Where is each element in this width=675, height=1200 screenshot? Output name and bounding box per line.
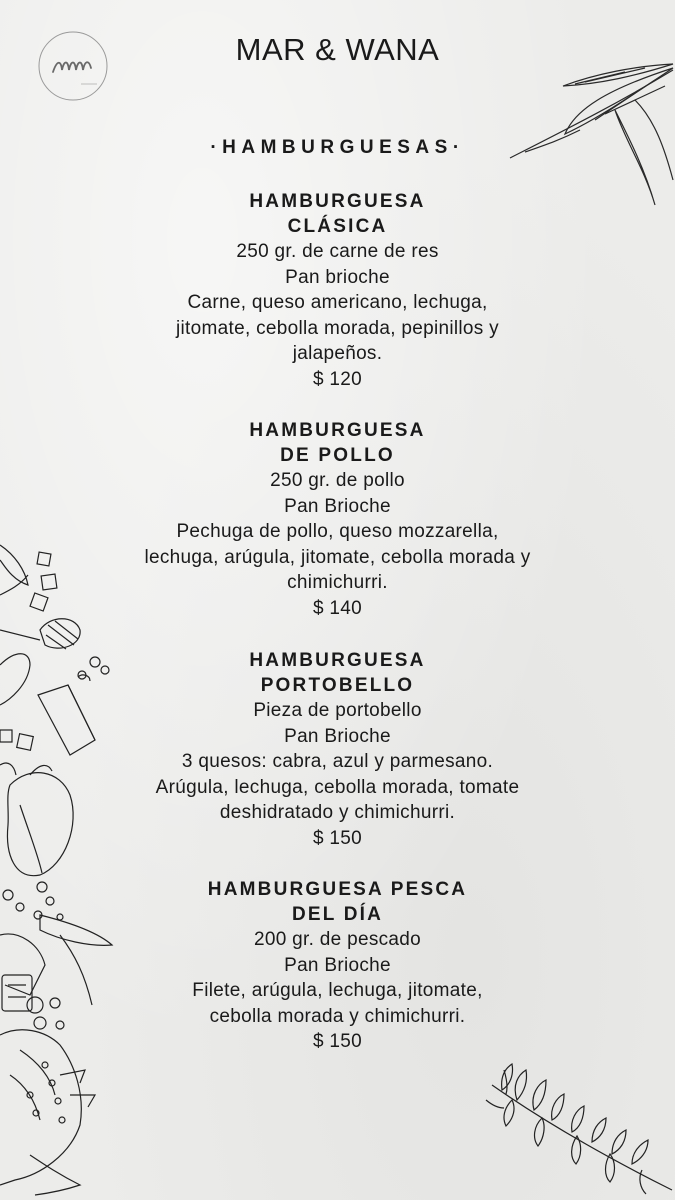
- item-price: $ 120: [312, 368, 363, 390]
- item-name-line: HAMBURGUESA: [249, 191, 426, 212]
- food-illustration: [0, 535, 115, 1200]
- brand-title: MAR & WANA: [235, 32, 440, 67]
- item-description-line: 200 gr. de pescado: [253, 929, 422, 950]
- section-title: ·HAMBURGUESAS·: [210, 137, 465, 158]
- item-name-line: PORTOBELLO: [260, 675, 415, 696]
- item-description-line: Pechuga de pollo, queso mozzarella,: [176, 521, 499, 542]
- item-name-line: DE POLLO: [280, 445, 395, 466]
- menu-item: [100, 418, 575, 621]
- item-description-line: 250 gr. de carne de res: [236, 241, 439, 262]
- item-description-line: Arúgula, lechuga, cebolla morada, tomate: [155, 776, 520, 798]
- item-description-line: cebolla morada y chimichurri.: [209, 1005, 466, 1027]
- item-description-line: jalapeños.: [292, 343, 383, 364]
- item-description-line: Pan Brioche: [284, 495, 391, 517]
- item-name-line: HAMBURGUESA: [249, 420, 426, 441]
- item-description-line: lechuga, arúgula, jitomate, cebolla morada y: [144, 546, 531, 568]
- item-description-line: Pan Brioche: [284, 725, 391, 747]
- item-description-line: deshidratado y chimichurri.: [219, 802, 456, 823]
- item-description-line: 3 quesos: cabra, azul y parmesano.: [181, 751, 494, 772]
- menu-item: [100, 648, 575, 851]
- item-description-line: jitomate, cebolla morada, pepinillos y: [176, 317, 499, 339]
- leaf-illustration: [505, 60, 675, 210]
- herb-sprig-illustration: [482, 1060, 675, 1200]
- item-description-line: Pan Brioche: [284, 954, 391, 976]
- menu-item: [100, 877, 575, 1055]
- item-description-line: Pieza de portobello: [253, 700, 422, 721]
- item-name-line: HAMBURGUESA: [249, 650, 426, 671]
- item-price: $ 150: [312, 1031, 363, 1052]
- item-description-line: 250 gr. de pollo: [270, 470, 405, 491]
- item-price: $ 150: [312, 827, 363, 849]
- item-name-line: CLÁSICA: [287, 216, 388, 237]
- item-name-line: DEL DÍA: [291, 904, 384, 925]
- item-description-line: Filete, arúgula, lechuga, jitomate,: [192, 980, 483, 1001]
- item-name-line: HAMBURGUESA PESCA: [207, 879, 468, 900]
- item-description-line: Carne, queso americano, lechuga,: [187, 292, 488, 313]
- item-description-line: chimichurri.: [287, 572, 388, 593]
- menu-item: [100, 189, 575, 392]
- item-price: $ 140: [312, 597, 363, 619]
- item-description-line: Pan brioche: [285, 266, 390, 288]
